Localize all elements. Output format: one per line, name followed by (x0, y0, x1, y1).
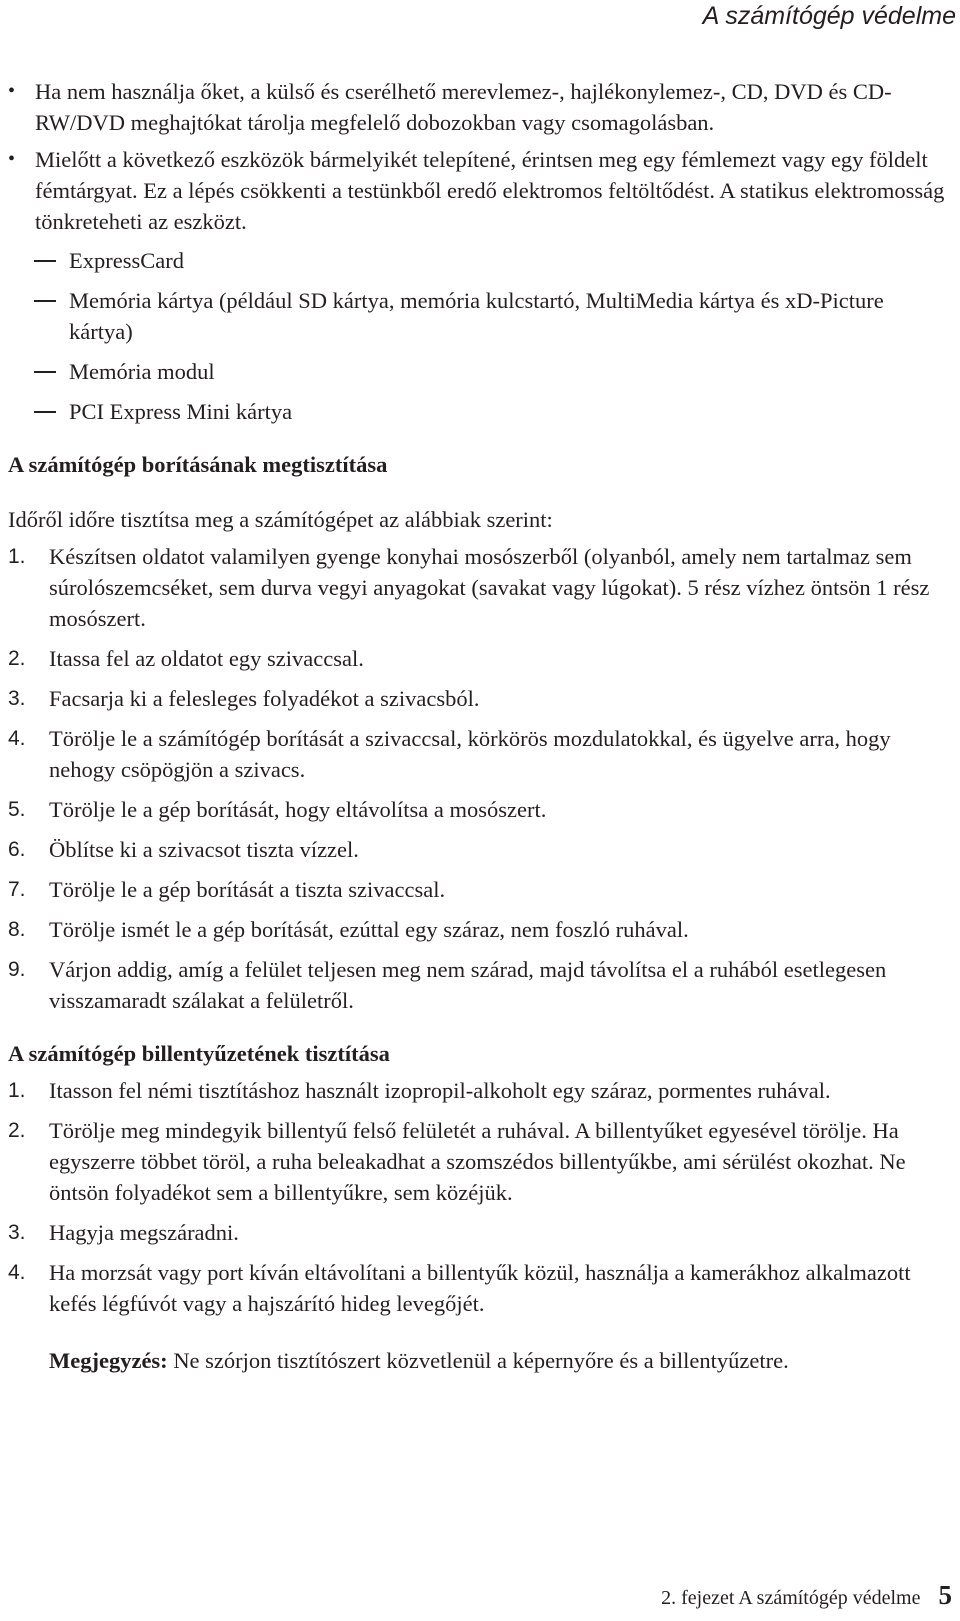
step-text: Törölje le a gép borítását, hogy eltávolítsa a mosószert. (49, 797, 547, 822)
step-text: Itassa fel az oldatot egy szivaccsal. (49, 646, 364, 671)
step-item (8, 914, 952, 945)
page-footer (661, 1580, 952, 1611)
page-body (8, 76, 952, 1376)
bullet-text: Mielőtt a következő eszközök bármelyikét telepítené, érintsen meg egy fémlemezt vagy egy földelt fémtárgyat. Ez a lépés csökkenti a testünkből eredő elektromos feltöltődést. A statikus elektromosság tönkreteheti az eszközt. (35, 147, 945, 234)
running-header: A számítógép védelme (702, 2, 956, 30)
step-item (8, 683, 952, 714)
footer-chapter: 2. fejezet A számítógép védelme (661, 1587, 921, 1609)
device-text: ExpressCard (69, 248, 184, 273)
step-item (8, 1075, 952, 1106)
step-item (8, 874, 952, 905)
step-text: Hagyja megszáradni. (49, 1220, 239, 1245)
intro-bullet-list (8, 76, 952, 237)
step-text: Törölje le a gép borítását a tiszta szivaccsal. (49, 877, 446, 902)
step-number: 3. (8, 687, 26, 710)
step-item (8, 794, 952, 825)
step-item (8, 643, 952, 674)
device-item (8, 285, 952, 347)
step-number: 9. (8, 958, 26, 981)
step-number: 5. (8, 798, 26, 821)
bullet-item (8, 76, 952, 138)
step-text: Öblítse ki a szivacsot tiszta vízzel. (49, 837, 359, 862)
device-text: Memória modul (69, 359, 215, 384)
device-item (8, 396, 952, 427)
step-number: 4. (8, 1261, 26, 1284)
device-text: PCI Express Mini kártya (69, 399, 293, 424)
dash-icon (34, 371, 56, 373)
bullet-icon: • (8, 148, 16, 170)
step-item (8, 541, 952, 634)
step-number: 8. (8, 918, 26, 941)
step-text: Készítsen oldatot valamilyen gyenge konyhai mosószerből (olyanból, amely nem tartalmaz sem súrolószemcséket, sem durva vegyi anyagokat (savakat vagy lúgokat). 5 rész vízhez öntsön 1 rész mosószert. (49, 544, 930, 631)
step-text: Itasson fel némi tisztításhoz használt izopropil-alkoholt egy száraz, pormentes ruhával. (49, 1078, 831, 1103)
device-list (8, 245, 952, 427)
page-number: 5 (938, 1580, 952, 1610)
device-item (8, 356, 952, 387)
step-number: 4. (8, 727, 26, 750)
bullet-text: Ha nem használja őket, a külső és cserélhető merevlemez-, hajlékonylemez-, CD, DVD és CD-RW/DVD meghajtókat tárolja megfelelő dobozokban vagy csomagolásban. (35, 79, 892, 135)
section-heading-cover: A számítógép borításának megtisztítása (8, 452, 388, 477)
dash-icon (34, 411, 56, 413)
note-text: Ne szórjon tisztítószert közvetlenül a képernyőre és a billentyűzetre. (173, 1348, 789, 1373)
step-item (8, 1257, 952, 1319)
step-number: 7. (8, 878, 26, 901)
bullet-item (8, 144, 952, 237)
step-item (8, 1217, 952, 1248)
step-number: 1. (8, 545, 26, 568)
step-item (8, 723, 952, 785)
step-text: Törölje le a számítógép borítását a szivaccsal, körkörös mozdulatokkal, és ügyelve arra, hogy nehogy csöpögjön a szivacs. (49, 726, 891, 782)
step-item (8, 834, 952, 865)
device-text: Memória kártya (például SD kártya, memória kulcstartó, MultiMedia kártya és xD-Picture kártya) (69, 288, 884, 344)
step-text: Várjon addig, amíg a felület teljesen meg nem szárad, majd távolítsa el a ruhából esetlegesen visszamaradt szálakat a felületről. (49, 957, 887, 1013)
step-number: 1. (8, 1079, 26, 1102)
section-heading-keyboard: A számítógép billentyűzetének tisztítása (8, 1041, 390, 1066)
keyboard-steps-list (8, 1075, 952, 1319)
note-label: Megjegyzés: (49, 1348, 168, 1373)
dash-icon (34, 300, 56, 302)
step-item (8, 954, 952, 1016)
step-item (8, 1115, 952, 1208)
step-number: 2. (8, 647, 26, 670)
step-text: Törölje ismét le a gép borítását, ezúttal egy száraz, nem foszló ruhával. (49, 917, 689, 942)
dash-icon (34, 260, 56, 262)
section-intro: Időről időre tisztítsa meg a számítógépet az alábbiak szerint: (8, 507, 553, 532)
step-number: 2. (8, 1119, 26, 1142)
step-text: Ha morzsát vagy port kíván eltávolítani a billentyűk közül, használja a kamerákhoz alkalmazott kefés légfúvót vagy a hajszárító hideg levegőjét. (49, 1260, 911, 1316)
step-number: 3. (8, 1221, 26, 1244)
step-text: Törölje meg mindegyik billentyű felső felületét a ruhával. A billentyűket egyesével törölje. Ha egyszerre többet töröl, a ruha beleakadhat a szomszédos billentyűkbe, ami sérülést okozhat. Ne öntsön folyadékot sem a billentyűkre, sem közéjük. (49, 1118, 906, 1205)
step-text: Facsarja ki a felesleges folyadékot a szivacsból. (49, 686, 480, 711)
bullet-icon: • (8, 80, 16, 102)
cover-steps-list (8, 541, 952, 1016)
note (8, 1345, 952, 1376)
device-item (8, 245, 952, 276)
step-number: 6. (8, 838, 26, 861)
